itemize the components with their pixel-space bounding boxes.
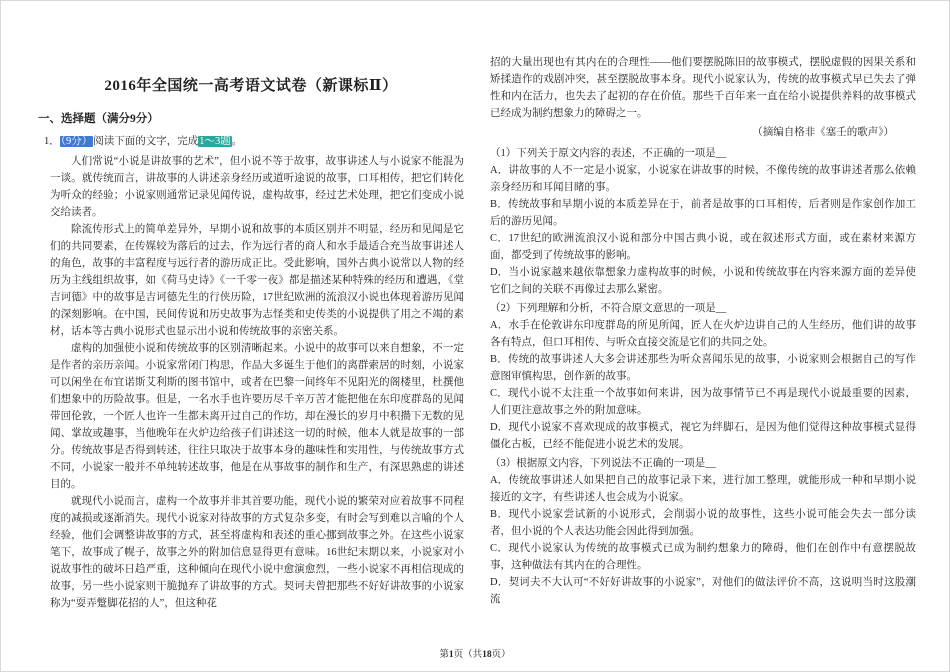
subquestion-2-option-b: B．传统的故事讲述人大多会讲述那些为听众喜闻乐见的故事，小说家则会根据自己的写作意图审慎构思，创作新的故事。 bbox=[490, 354, 916, 382]
passage-paragraph-2: 除流传形式上的简单差异外，早期小说和故事的本质区别并不明显，经历和见闻是它们的共同要素，在传媒较为落后的过去，作为远行者的商人和水手最适合充当故事讲述人的角色，故事的丰富程度与远行者的游历成正比。受此影响，国外古典小说常以人物的经历为主线组织故事，如《荷马史诗》《一千零一夜》都是描述某种特殊的经历和遭遇，《堂吉诃德》中的故事是吉诃德先生的行侠历险，17世纪欧洲的流浪汉小说也体现着游历见闻的深刻影响。在中国，民间传说和历史故事为志怪类和史传类的小说提供了用之不竭的素材，话本等古典小说形式也显示出小说和传统故事的亲密关系。 bbox=[50, 223, 464, 337]
range-highlight-badge: 1～3题 bbox=[199, 135, 231, 147]
footer-middle: 页（共 bbox=[453, 650, 483, 660]
subquestion-2-option-c: C．现代小说不太注重一个故事如何来讲，因为故事情节已不再是现代小说最重要的因素，人们更注意故事之外的附加意味。 bbox=[490, 388, 916, 416]
footer-total-pages: 18 bbox=[482, 650, 492, 660]
subquestion-1-stem bbox=[490, 145, 916, 162]
subquestion-2-text: 下列理解和分析，不符合原文意思的一项是__ bbox=[516, 303, 727, 314]
subquestion-1-option-a: A．讲故事的人不一定是小说家，小说家在讲故事的时候，不像传统的故事讲述者那么依赖亲身经历和耳闻目睹的事。 bbox=[490, 165, 916, 193]
subquestion-3-option-a: A．传统故事讲述人如果把自己的故事记录下来，进行加工整理，就能形成一种和早期小说接近的文字，有些讲述人也会成为小说家。 bbox=[490, 475, 916, 503]
subquestion-2-option-d: D．现代小说家不喜欢现成的故事模式，视它为绊脚石，是因为他们觉得这种故事模式显得僵化古板，已经不能促进小说艺术的发展。 bbox=[490, 422, 916, 450]
question-intro-line bbox=[38, 133, 464, 150]
subquestion-2-stem bbox=[490, 300, 916, 317]
subquestion-3-text: 根据原文内容，下列说法不正确的一项是__ bbox=[516, 458, 716, 469]
question-number: 1． bbox=[44, 135, 60, 147]
footer-prefix: 第 bbox=[439, 650, 449, 660]
page-title: 2016年全国统一高考语文试卷（新课标Ⅱ） bbox=[104, 78, 398, 94]
subquestion-1-text: 下列关于原文内容的表述，不正确的一项是__ bbox=[516, 148, 727, 159]
footer-suffix: 页） bbox=[491, 650, 511, 660]
subquestion-3-option-c: C．现代小说家认为传统的故事模式已成为制约想象力的障碍，他们在创作中有意摆脱故事，这种做法有其内在的合理性。 bbox=[490, 543, 916, 571]
passage-paragraph-4: 就现代小说而言，虚构一个故事并非其首要功能，现代小说的繁荣对应着故事不同程度的减损或逐渐消失。现代小说家对待故事的方式复杂多变，有时会写到难以言喻的个人经验，他们会调整讲故事的方式，甚至将虚构和表述的重心挪到故事之外。在这些小说家笔下，故事成了幌子，故事之外的附加信息显得更有意味。16世纪末期以来，小说家对小说故事性的破坏日趋严重，这种倾向在现代小说中愈演愈烈，一些小说家不再相信现成的故事，另一些小说家则干脆抛弃了讲故事的方式。契诃夫曾把那些不好好讲故事的小说家称为“耍弄蹩脚花招的人”，但这种花 bbox=[50, 495, 464, 609]
subquestion-1-label: （1） bbox=[490, 148, 517, 159]
passage-attribution: （摘编自格非《塞壬的歌声》） bbox=[752, 127, 894, 138]
page-footer bbox=[0, 646, 950, 660]
question-intro-text: 阅读下面的文字，完成 bbox=[93, 135, 199, 147]
reading-passage bbox=[38, 153, 464, 612]
subquestion-1-option-b: B．传统故事和早期小说的本质差异在于，前者是故事的口耳相传，后者则是作家创作加工后的游历见闻。 bbox=[490, 199, 916, 227]
question-intro-punct: 。 bbox=[231, 135, 243, 147]
score-highlight-badge: （9分） bbox=[60, 135, 93, 147]
subquestion-1-option-d: D．当小说家越来越依靠想象力虚构故事的时候，小说和传统故事在内容来源方面的差异使它们之间的关联不再像过去那么紧密。 bbox=[490, 267, 916, 295]
left-column bbox=[38, 54, 464, 612]
subquestion-3-stem bbox=[490, 455, 916, 472]
subquestion-1 bbox=[490, 145, 916, 298]
subquestion-3-option-b: B．现代小说家尝试新的小说形式，会削弱小说的故事性，这些小说可能会失去一部分读者，但小说的个人表达功能会因此得到加强。 bbox=[490, 509, 916, 537]
section-heading: 一、选择题（满分9分） bbox=[38, 113, 159, 126]
passage-paragraph-1: 人们常说“小说是讲故事的艺术”，但小说不等于故事，故事讲述人与小说家不能混为一谈。就传统而言，讲故事的人讲述亲身经历或道听途说的故事，口耳相传，把它们转化为听众的经验；小说家则通常记录见闻传说，虚构故事，经过艺术处理，把它们变成小说交给读者。 bbox=[50, 155, 464, 218]
subquestion-3-option-d: D．契诃夫不大认可“不好好讲故事的小说家”，对他们的做法评价不高，这说明当时这股潮流 bbox=[490, 577, 916, 605]
subquestion-2-label: （2） bbox=[490, 303, 517, 314]
right-column bbox=[490, 54, 916, 612]
passage-continuation: 招的大量出现也有其内在的合理性——他们要摆脱陈旧的故事模式，摆脱虚假的因果关系和矫揉造作的戏剧冲突，甚至摆脱故事本身。现代小说家认为，传统的故事模式早已失去了弹性和内在活力，也失去了起初的存在价值。那些千百年来一直在给小说提供养料的故事模式已经成为制约想象力的障碍之一。 bbox=[490, 57, 916, 119]
subquestion-3 bbox=[490, 455, 916, 608]
passage-paragraph-3: 虚构的加强使小说和传统故事的区别清晰起来。小说中的故事可以来自想象，不一定是作者的亲历亲闻。小说家常闭门构思，作品大多诞生于他们的离群索居的时刻，小说家可以闲坐在布宜诺斯艾利斯的图书馆中，或者在巴黎一间终年不见阳光的阁楼里，杜撰他们想象中的历险故事。但是，一名水手也许要历尽千辛万苦才能把他在东印度群岛的见闻带回伦敦，一个匠人也许一生都未离开过自己的作坊，却在漫长的岁月中积攒下无数的见闻、掌故或趣事，当他晚年在火炉边给孩子们讲述这一切的时候，他本人就是故事的一部分。传统故事是否得到转述，往往只取决于故事本身的趣味性和实用性，与传统故事方式不同，小说家一般并不单纯转述故事，他是在从事故事的制作和生产，有深思熟虑的讲述目的。 bbox=[50, 342, 464, 490]
footer-page-number: 1 bbox=[448, 650, 454, 660]
subquestion-2-option-a: A．水手在伦敦讲东印度群岛的所见所闻，匠人在火炉边讲自己的人生经历，他们讲的故事各有特点，但口耳相传、与听众直接交流是它们的共同之处。 bbox=[490, 320, 916, 348]
subquestion-1-option-c: C．17世纪的欧洲流浪汉小说和部分中国古典小说，或在叙述形式方面，或在素材来源方面，都受到了传统故事的影响。 bbox=[490, 233, 916, 261]
subquestion-3-label: （3） bbox=[490, 458, 517, 469]
subquestion-2 bbox=[490, 300, 916, 453]
